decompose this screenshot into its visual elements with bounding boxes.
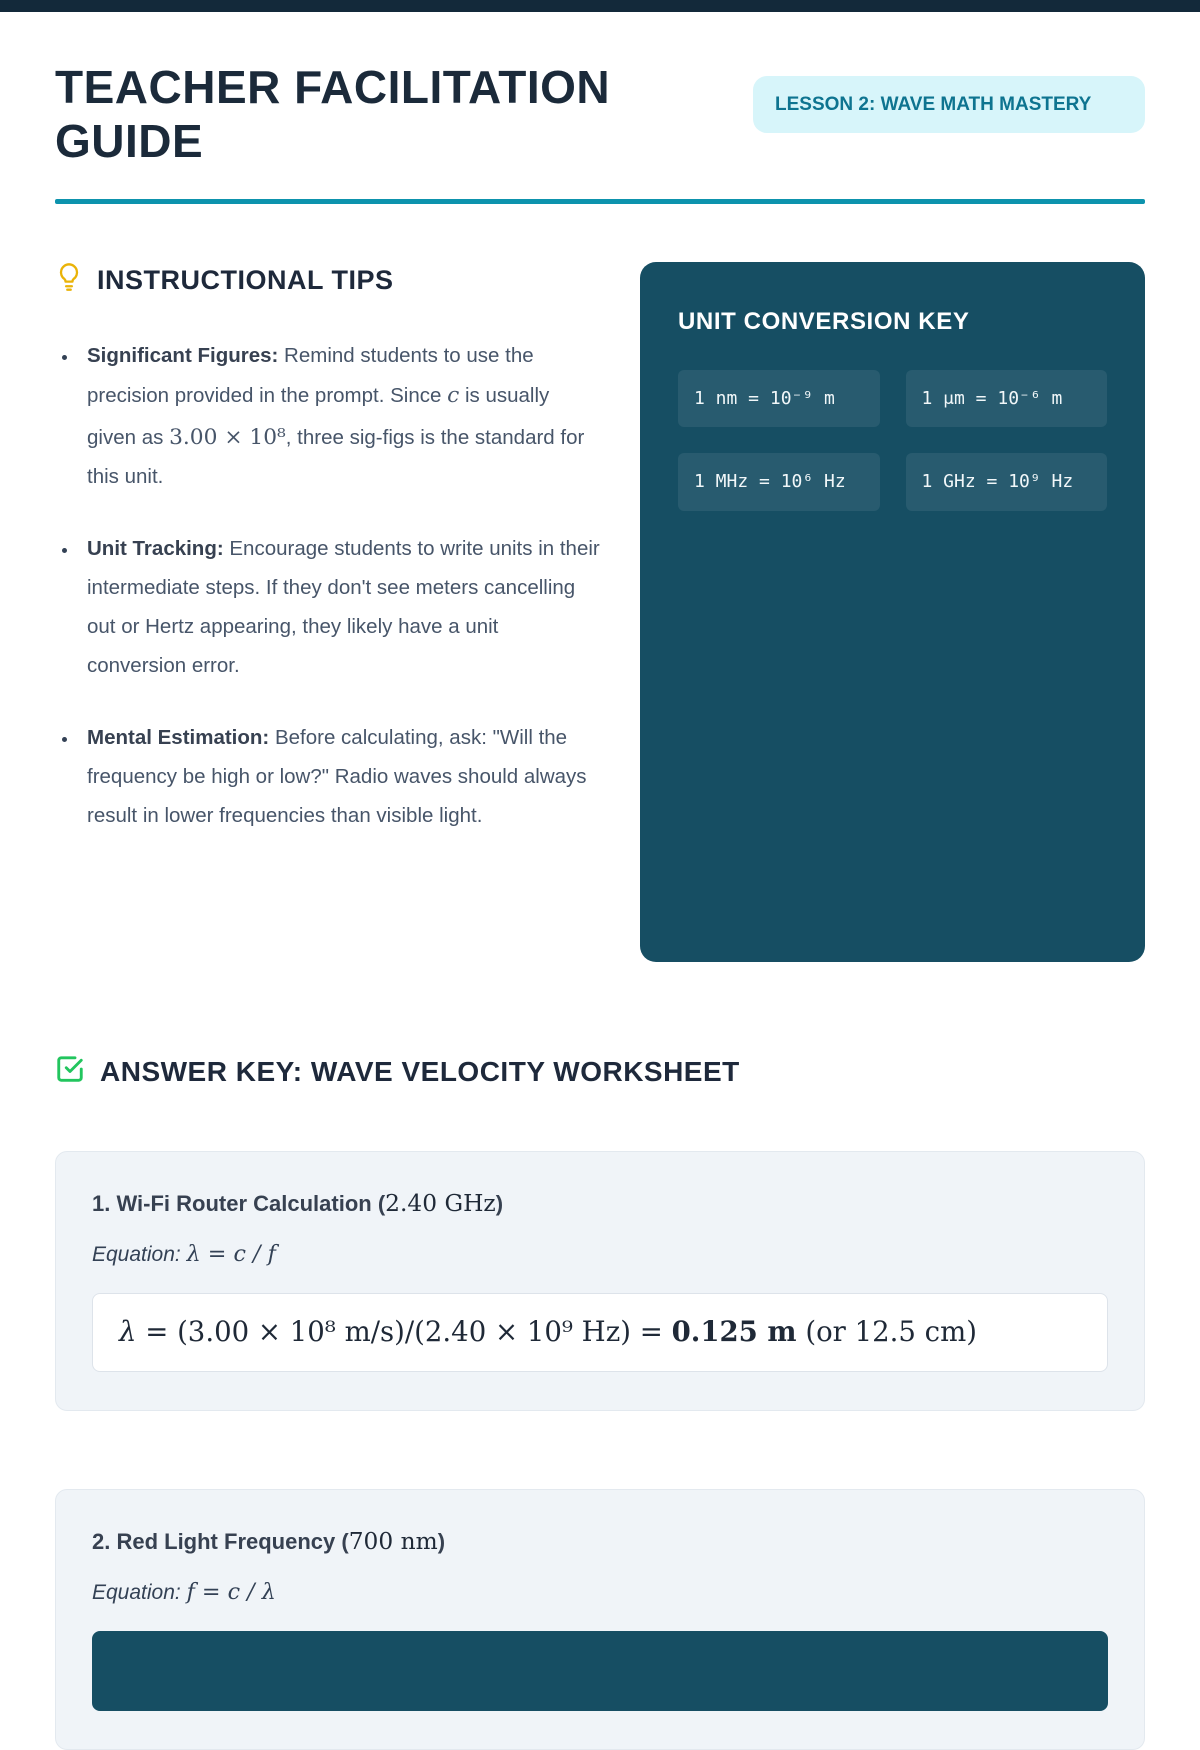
- unit-conversion-title: UNIT CONVERSION KEY: [678, 307, 970, 335]
- problem-1-solution-box: λ = (3.00 × 10⁸ m/s)/(2.40 × 10⁹ Hz) = 0.125 m (or 12.5 cm): [92, 1293, 1108, 1372]
- problem-2-title: 2. Red Light Frequency (700 nm): [92, 1527, 446, 1555]
- page-title-line1: TEACHER FACILITATION: [55, 61, 611, 113]
- check-square-icon: [55, 1054, 85, 1091]
- unit-conversion-card: [640, 262, 1145, 962]
- unit-conversion-grid: [678, 370, 1107, 512]
- tips-list: [55, 337, 602, 836]
- conversion-chip-nm: 1 nm = 10⁻⁹ m: [678, 370, 880, 428]
- teacher-guide-page: [0, 12, 1200, 1750]
- instructional-tips: [55, 262, 602, 869]
- answer-card-1: [55, 1151, 1145, 1411]
- tips-heading-row: [55, 262, 602, 299]
- lesson-badge: LESSON 2: WAVE MATH MASTERY: [753, 76, 1145, 133]
- lightbulb-icon: [55, 262, 83, 299]
- tip-item-mental-estimation: • Mental Estimation: Before calculating, ask: "Will the frequency be high or low?" Radio waves should always result in lower frequencies than visible light.: [79, 719, 602, 836]
- tip-item-unit-tracking: • Unit Tracking: Encourage students to write units in their intermediate steps. If they don't see meters cancelling out or Hertz appearing, they likely have a unit conversion error.: [79, 530, 602, 686]
- answer-key-heading-row: [55, 1054, 1145, 1091]
- tips-and-conversion-section: [55, 262, 1145, 962]
- tips-heading: INSTRUCTIONAL TIPS: [97, 264, 394, 295]
- problem-1-equation: Equation: λ = c / f: [92, 1240, 276, 1267]
- tip-item-significant-figures: • Significant Figures: Remind students to use the precision provided in the prompt. Since c is usually given as 3.00 × 10⁸, three sig-figs is the standard for this unit.: [79, 337, 602, 497]
- page-title: [55, 60, 610, 169]
- conversion-chip-um: 1 μm = 10⁻⁶ m: [906, 370, 1108, 428]
- problem-2-equation: Equation: f = c / λ: [92, 1578, 276, 1605]
- page-title-line2: GUIDE: [55, 115, 204, 168]
- problem-1-title: 1. Wi-Fi Router Calculation (2.40 GHz): [92, 1189, 504, 1217]
- page-header: [55, 60, 1145, 169]
- header-divider: [55, 199, 1145, 204]
- problem-2-solution-box: [92, 1631, 1108, 1711]
- conversion-chip-mhz: 1 MHz = 10⁶ Hz: [678, 453, 880, 511]
- top-accent-bar: [0, 0, 1200, 12]
- conversion-chip-ghz: 1 GHz = 10⁹ Hz: [906, 453, 1108, 511]
- answer-card-2: [55, 1489, 1145, 1750]
- answer-key-heading: ANSWER KEY: WAVE VELOCITY WORKSHEET: [100, 1056, 740, 1088]
